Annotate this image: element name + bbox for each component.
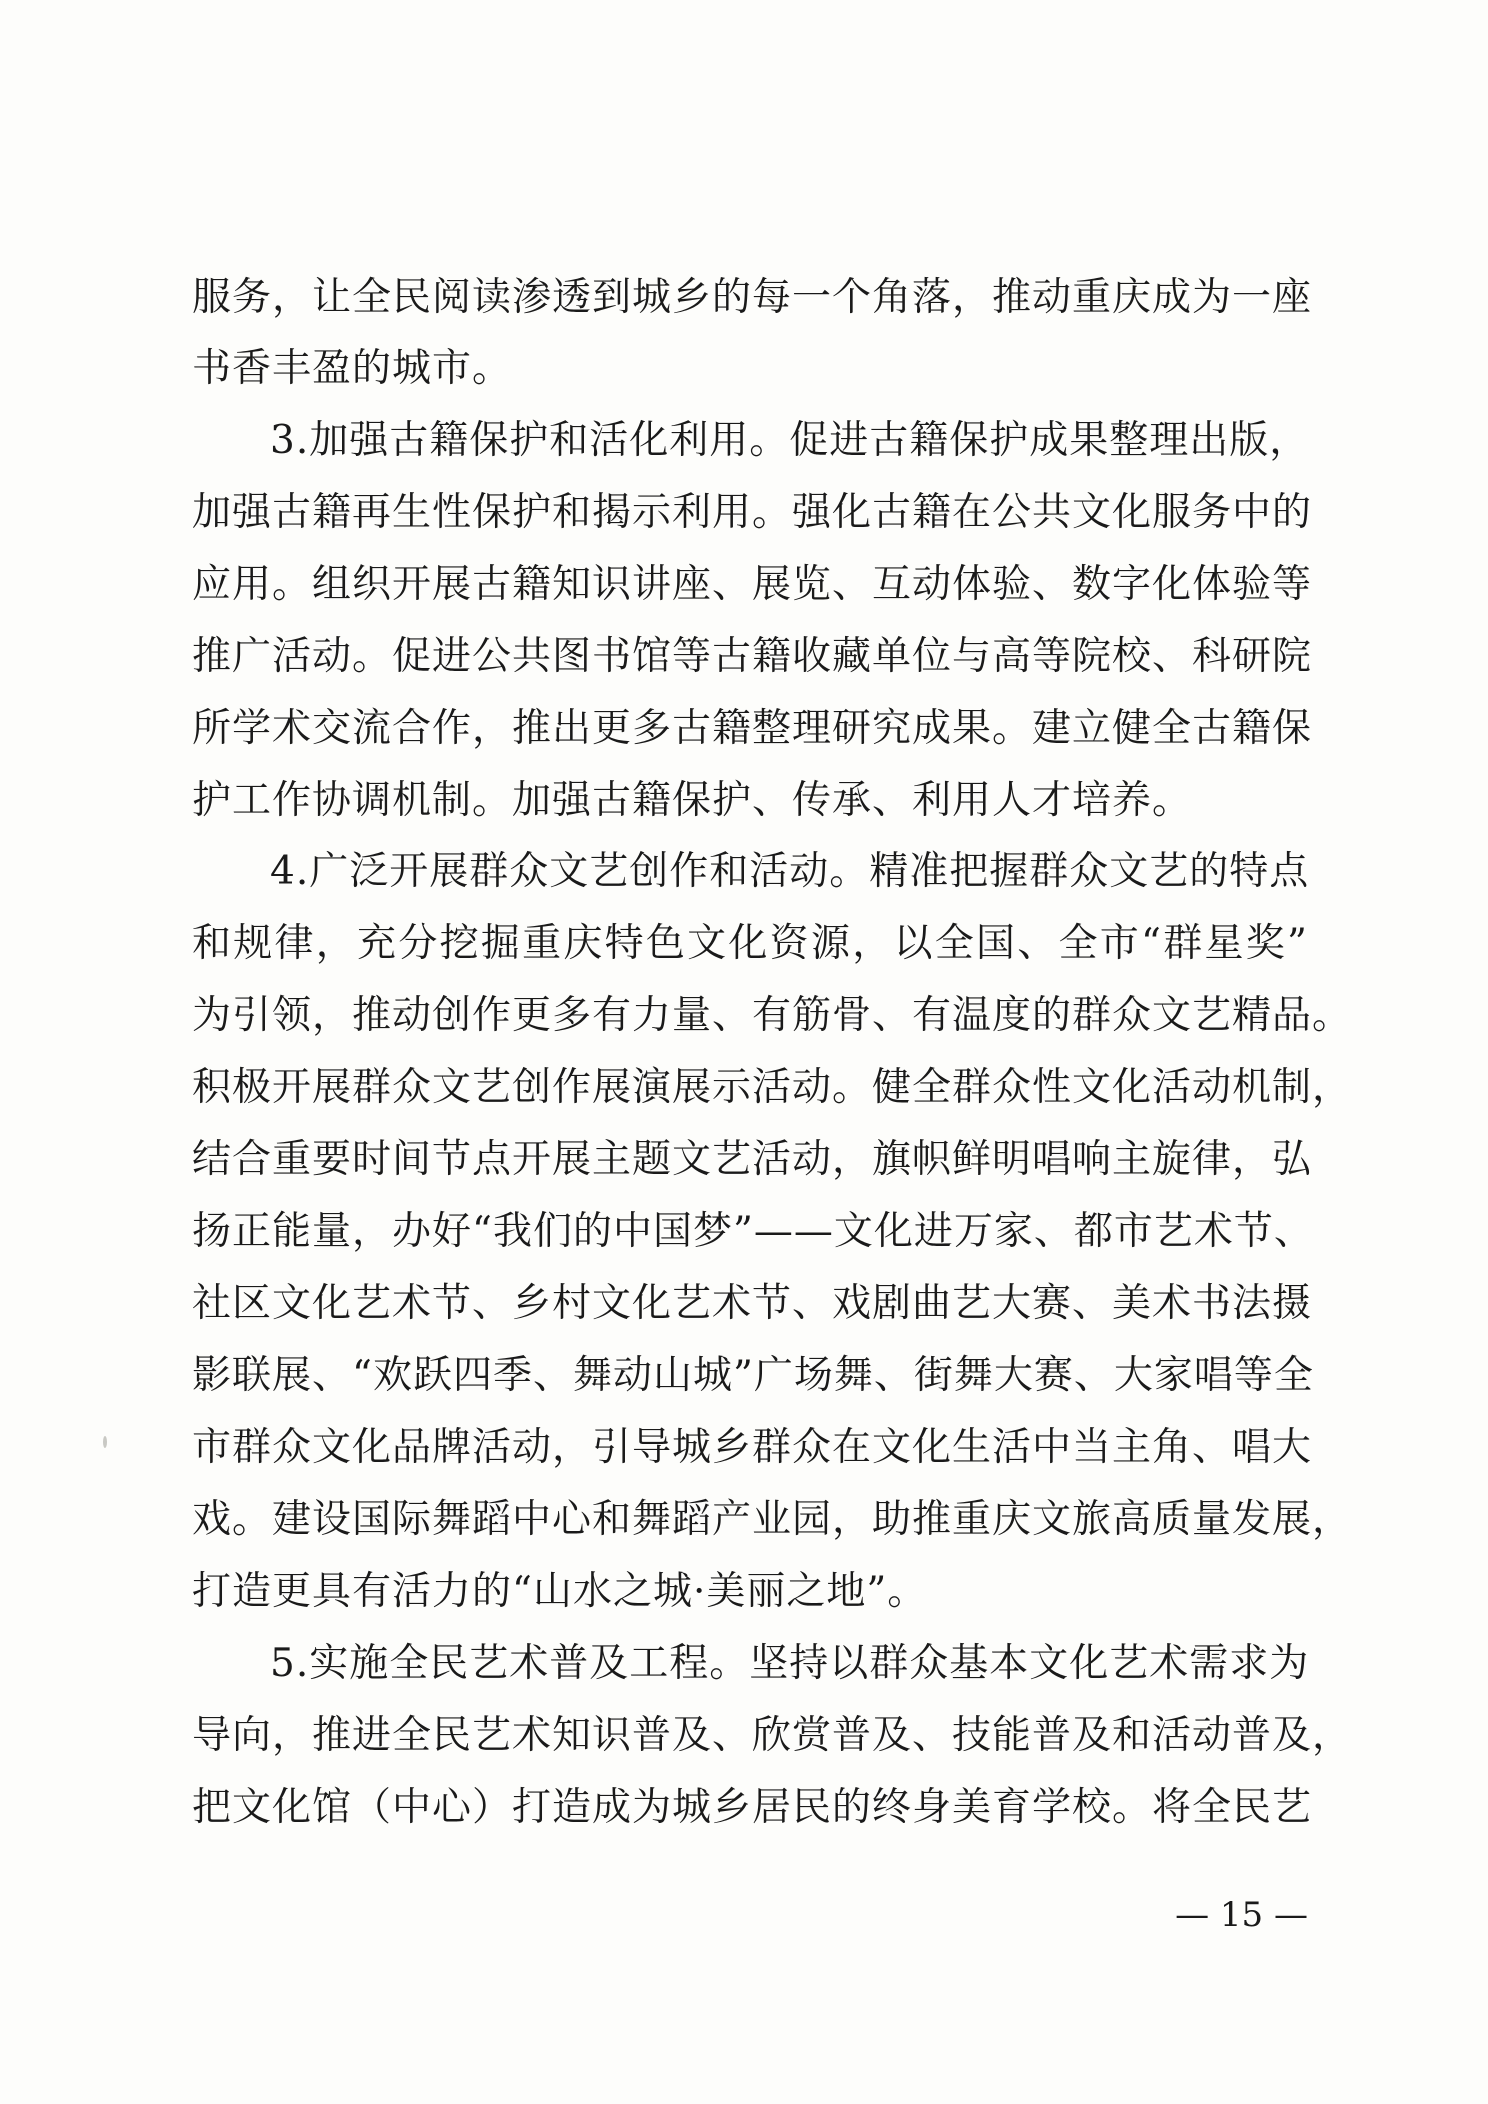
paragraph-line: 护工作协调机制。加强古籍保护、传承、利用人才培养。 xyxy=(192,778,1193,823)
paragraph-line: 4.广泛开展群众文艺创作和活动。精准把握群众文艺的特点 xyxy=(270,849,1310,894)
paragraph-line: 社区文化艺术节、乡村文化艺术节、戏剧曲艺大赛、美术书法摄 xyxy=(192,1281,1313,1326)
scan-speck xyxy=(103,1436,107,1448)
paragraph-line: 和规律，充分挖掘重庆特色文化资源，以全国、全市“群星奖” xyxy=(192,921,1308,966)
paragraph-line: 5.实施全民艺术普及工程。坚持以群众基本文化艺术需求为 xyxy=(270,1641,1310,1686)
paragraph-line: 加强古籍再生性保护和揭示利用。强化古籍在公共文化服务中的 xyxy=(192,490,1313,535)
paragraph-line: 积极开展群众文艺创作展演展示活动。健全群众性文化活动机制， xyxy=(192,1065,1353,1110)
paragraph-line: 导向，推进全民艺术知识普及、欣赏普及、技能普及和活动普及， xyxy=(192,1713,1353,1758)
paragraph-line: 影联展、“欢跃四季、舞动山城”广场舞、街舞大赛、大家唱等全 xyxy=(192,1353,1314,1398)
paragraph-line: 为引领，推动创作更多有力量、有筋骨、有温度的群众文艺精品。 xyxy=(192,993,1353,1038)
page-number: — 15 — xyxy=(1175,1895,1308,1935)
paragraph-line: 推广活动。促进公共图书馆等古籍收藏单位与高等院校、科研院 xyxy=(192,634,1313,679)
paragraph-line: 市群众文化品牌活动，引导城乡群众在文化生活中当主角、唱大 xyxy=(192,1425,1313,1470)
paragraph-line: 3.加强古籍保护和活化利用。促进古籍保护成果整理出版， xyxy=(270,418,1310,463)
paragraph-line: 服务，让全民阅读渗透到城乡的每一个角落，推动重庆成为一座 xyxy=(192,275,1313,320)
paragraph-line: 应用。组织开展古籍知识讲座、展览、互动体验、数字化体验等 xyxy=(192,562,1313,607)
paragraph-line: 扬正能量，办好“我们的中国梦”——文化进万家、都市艺术节、 xyxy=(192,1209,1314,1254)
paragraph-line: 把文化馆（中心）打造成为城乡居民的终身美育学校。将全民艺 xyxy=(192,1785,1313,1830)
paragraph-line: 书香丰盈的城市。 xyxy=(192,346,513,391)
paragraph-line: 结合重要时间节点开展主题文艺活动，旗帜鲜明唱响主旋律，弘 xyxy=(192,1137,1313,1182)
paragraph-line: 所学术交流合作，推出更多古籍整理研究成果。建立健全古籍保 xyxy=(192,706,1313,751)
paragraph-line: 打造更具有活力的“山水之城·美丽之地”。 xyxy=(192,1569,928,1614)
paragraph-line: 戏。建设国际舞蹈中心和舞蹈产业园，助推重庆文旅高质量发展， xyxy=(192,1497,1353,1542)
